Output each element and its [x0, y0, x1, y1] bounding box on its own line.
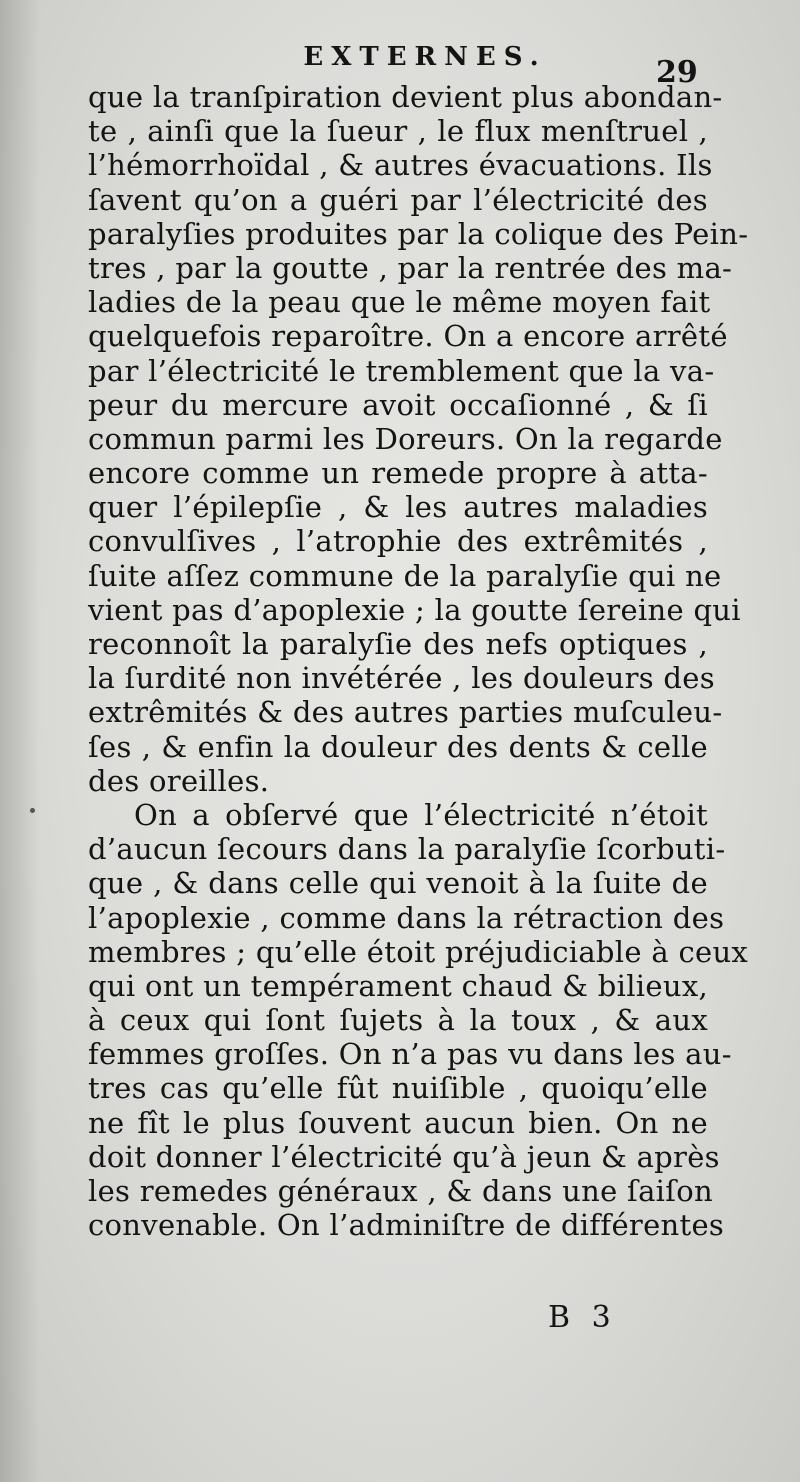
text-line: quer l’épilepſie , & les autres maladies — [88, 490, 708, 525]
text-line: convenable. On l’adminiſtre de différentes — [88, 1208, 725, 1243]
text-line: ſavent qu’on a guéri par l’électricité des — [88, 182, 708, 217]
text-line: tres , par la goutte , par la rentrée des ma- — [88, 250, 733, 285]
text-line: doit donner l’électricité qu’à jeun & après — [88, 1139, 720, 1174]
page-gutter-shadow — [0, 0, 40, 1482]
text-line: qui ont un tempérament chaud & bilieux, — [88, 968, 708, 1003]
page-number: 29 — [656, 55, 698, 90]
text-line: membres ; qu’elle étoit préjudiciable à ceux — [88, 934, 749, 969]
text-line: reconnoît la paralyſie des nefs optiques , — [88, 627, 708, 661]
signature-mark: B 3 — [548, 1300, 617, 1335]
text-line: l’hémorrhoïdal , & autres évacuations. Ils — [88, 148, 713, 183]
text-line: par l’électricité le tremblement que la va- — [88, 353, 715, 388]
text-line: vient pas d’apoplexie ; la goutte ſereine qui — [88, 592, 741, 627]
text-line: ne fît le plus ſouvent aucun bien. On ne — [88, 1105, 708, 1140]
text-line: femmes groſſes. On n’a pas vu dans les au- — [88, 1037, 732, 1072]
text-line: ſuite aſſez commune de la paralyſie qui ne — [88, 558, 722, 593]
body-text — [88, 80, 749, 1243]
text-line: à ceux qui ſont ſujets à la toux , & aux — [88, 1003, 708, 1038]
text-line: tres cas qu’elle fût nuiſible , quoiqu’elle — [88, 1071, 708, 1106]
text-line: l’apoplexie , comme dans la rétraction des — [88, 900, 725, 935]
margin-mark — [30, 808, 35, 813]
running-head-title: EXTERNES. — [303, 42, 547, 72]
text-line: d’aucun ſecours dans la paralyſie ſcorbuti- — [88, 832, 726, 867]
paragraph-first-line: On a obſervé que l’électricité n’étoit — [134, 797, 708, 832]
text-line: extrêmités & des autres parties muſculeu- — [88, 695, 723, 730]
text-line: encore comme un remede propre à atta- — [88, 456, 708, 491]
text-line: les remedes généraux , & dans une ſaiſon — [88, 1174, 714, 1208]
text-line: quelquefois reparoître. On a encore arrêté — [88, 319, 728, 354]
text-line: te , ainſi que la ſueur , le flux menſtruel , — [88, 114, 708, 149]
text-line: que la tranſpiration devient plus abondan- — [88, 80, 723, 114]
text-line: la ſurdité non invétérée , les douleurs des — [88, 661, 715, 696]
text-line: ladies de la peau que le même moyen fait — [88, 285, 711, 320]
text-line: des oreilles. — [88, 763, 270, 798]
text-line: commun parmi les Doreurs. On la regarde — [88, 421, 723, 456]
text-line: convulſives , l’atrophie des extrêmités , — [88, 524, 708, 559]
text-line: paralyſies produites par la colique des Pein- — [88, 216, 749, 251]
text-line: que , & dans celle qui venoit à la ſuite de — [88, 866, 708, 901]
text-line: ſes , & enfin la douleur des dents & celle — [88, 729, 708, 764]
text-line: peur du mercure avoit occaſionné , & ſi — [88, 387, 708, 422]
